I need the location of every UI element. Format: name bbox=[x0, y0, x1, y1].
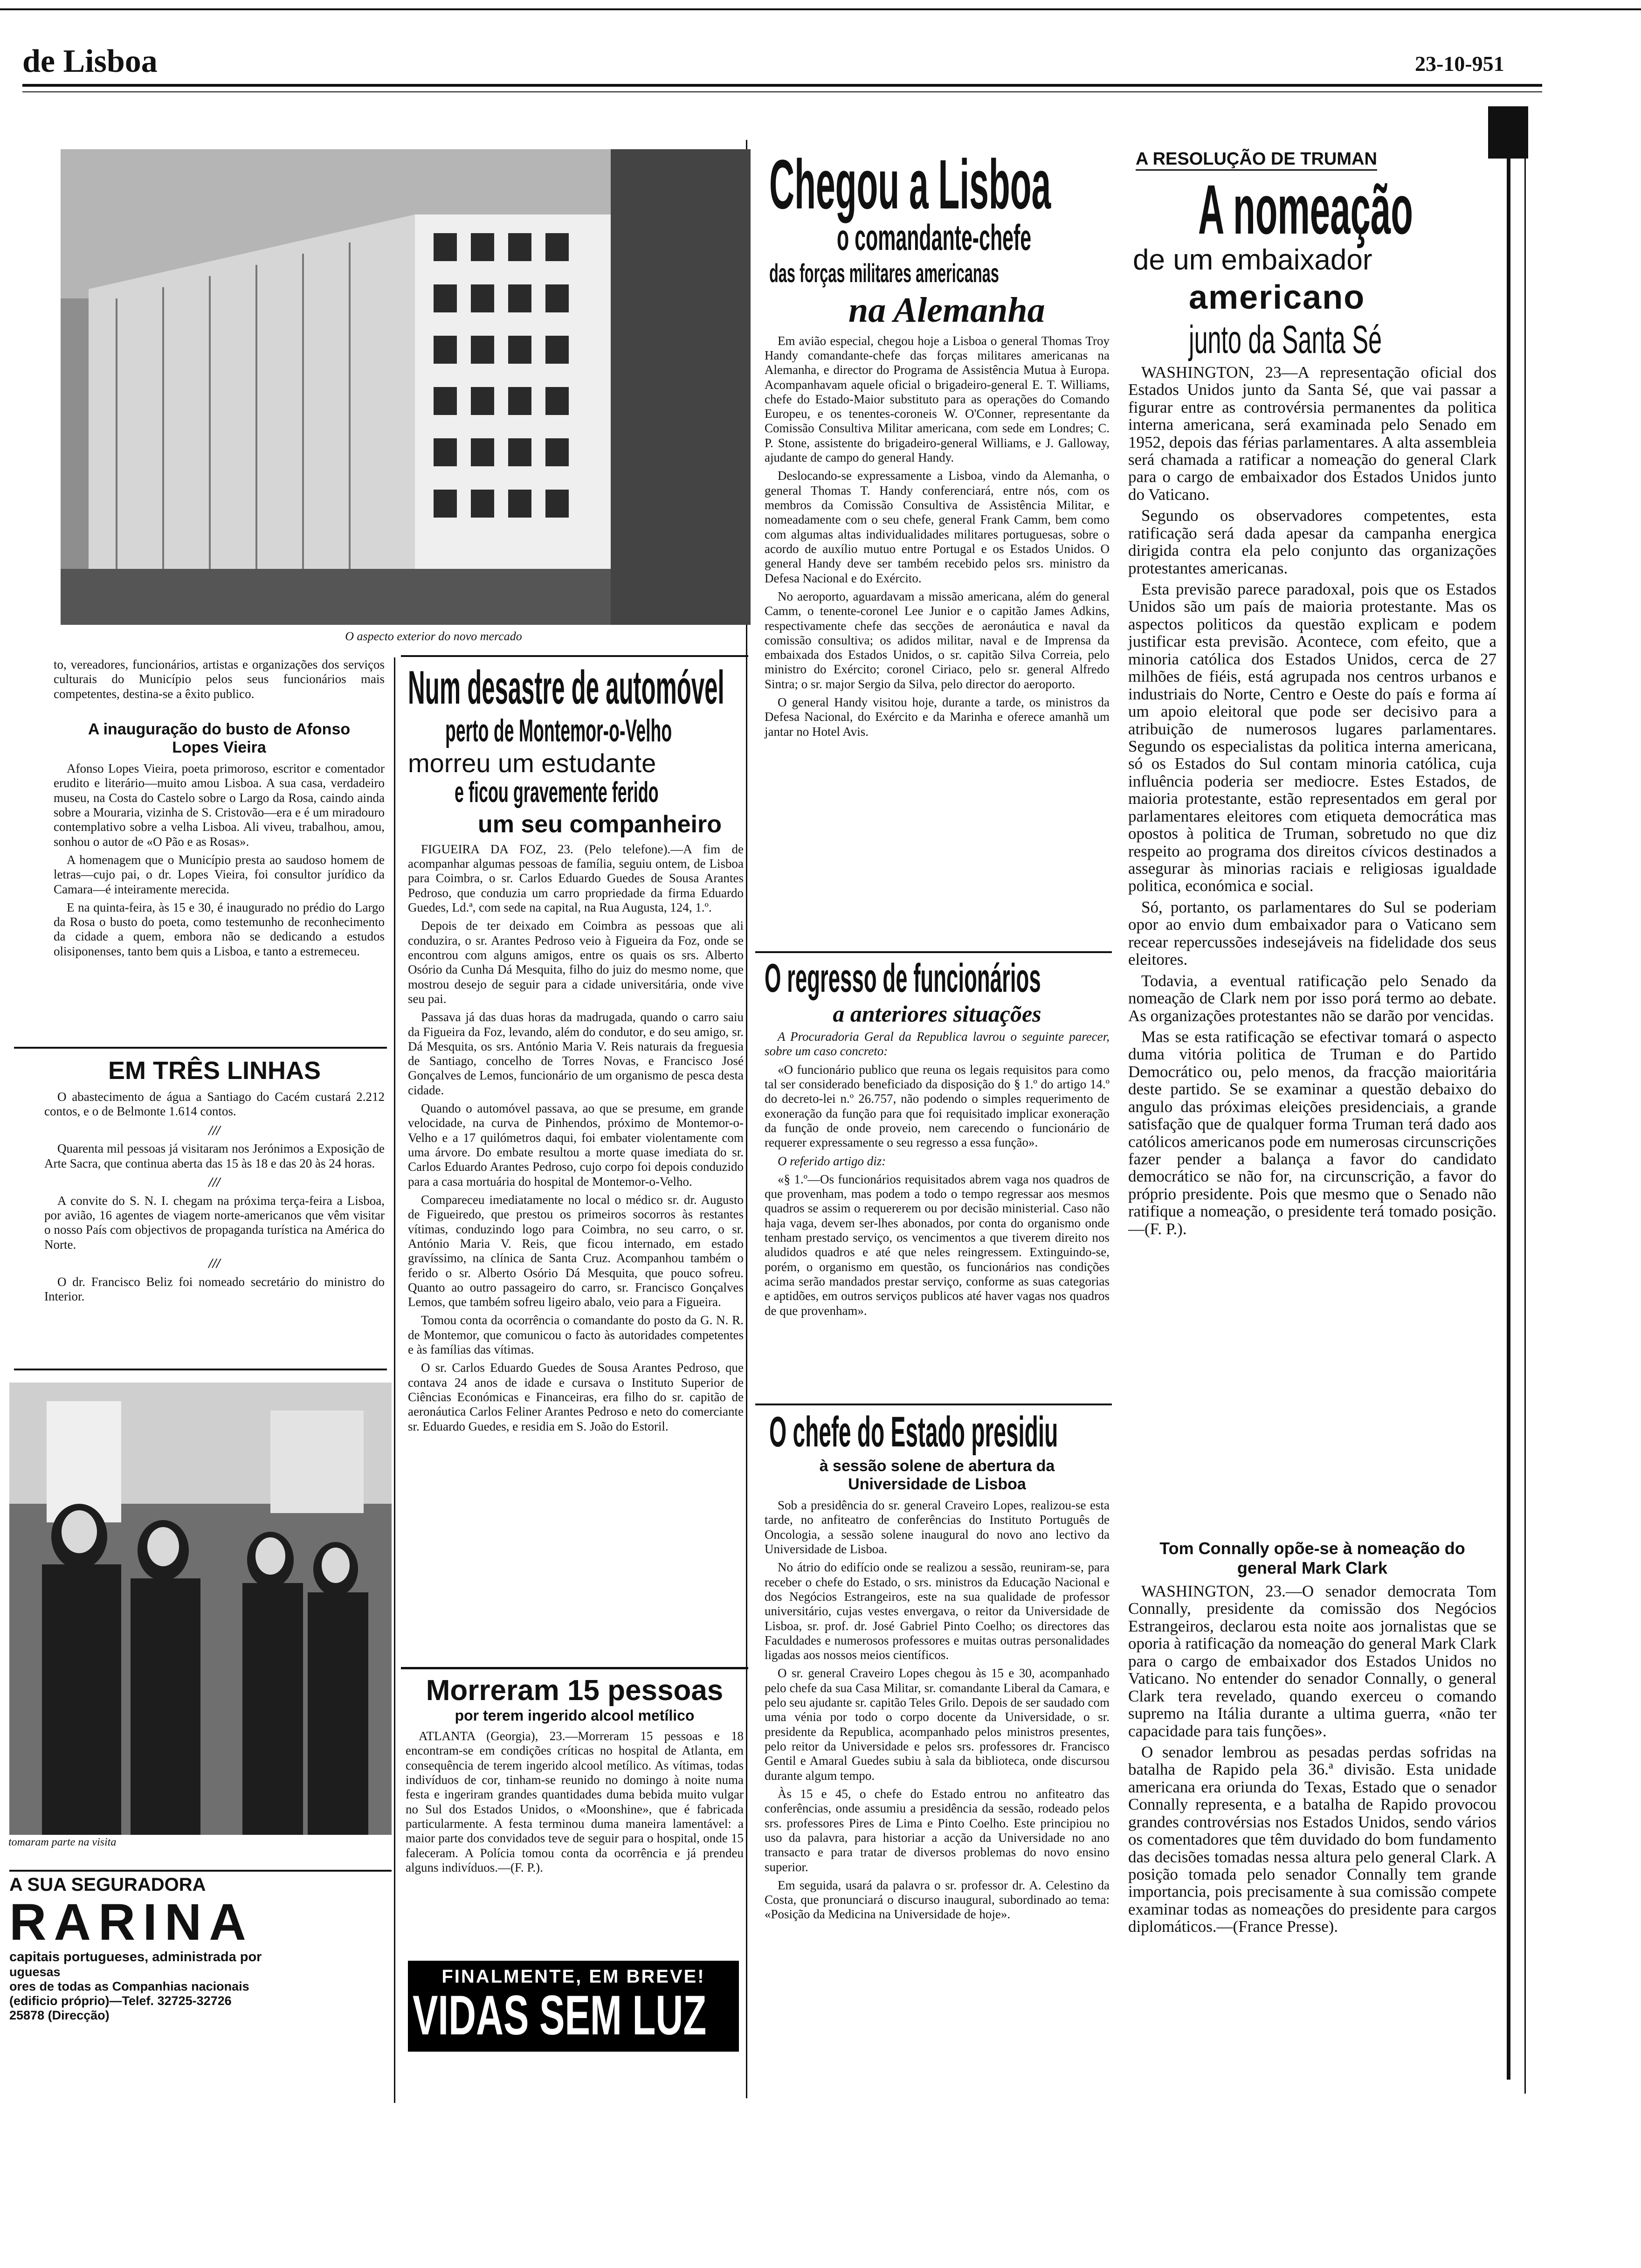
morreram-paragraph: ATLANTA (Georgia), 23.—Morreram 15 pessoas e 18 encontram-se em condições críticas no hospital de Atlanta, em consequência de terem ingerido alcool metílico. As vítimas, todas indivíduos de cor, tinham-se reunido no domingo à noite numa festa e ingeriram grandes quantidades duma bebida muito vulgar no Sul dos Estados Unidos, o «Moonshine», que é fabricada particularmente. A festa terminou duma maneira lamentável: a maior parte dos convidados teve de seguir para o hospital, onde 15 faleceram. A Polícia tomou conta da ocorrência e já prendeu alguns indivíduos.—(F. P.). bbox=[406, 1729, 744, 1874]
desastre-paragraph: FIGUEIRA DA FOZ, 23. (Pelo telefone).—A fim de acompanhar algumas pessoas de família, seguiu ontem, de Lisboa para Coimbra, o sr. Carlos Eduardo Guedes de Sousa Arantes Pedroso, que conduzia um carro propriedade da firma Eduardo Guedes, Ld.ª, com sede na capital, na Rua Augusta, 124, 1.º. bbox=[408, 842, 744, 915]
desastre-subheadline: e ficou gravemente ferido bbox=[455, 776, 659, 809]
truman-paragraph: Segundo os observadores competentes, esta ratificação será dada apesar da campanha energica dirigida contra ela pelo conjunto das organizações protestantes americanas. bbox=[1128, 506, 1496, 577]
separator-glyph: /// bbox=[208, 1256, 221, 1272]
market-building-photo bbox=[61, 149, 751, 625]
connally-paragraph: O senador lembrou as pesadas perdas sofridas na batalha de Rapido pela 36.ª divisão. Esta unidade americana era oriunda do Texas, Estado que o senador Connally representa, e a batalha de Rapido provocou grandes controvérsias nos Estados Unidos, sendo vários os comentadores que têm duvidado do bom fundamento das decisões tomadas nessa altura pelo general Clark. A posição tomada pelo senador Connally tem grande importancia, pois precisamente à sua comissão compete examinar todas as nomeações do presidente para cargos diplomáticos.—(France Presse). bbox=[1128, 1742, 1496, 1936]
chegou-subheadline: o comandante-chefe bbox=[837, 217, 1032, 258]
chefe-paragraph: Sob a presidência do sr. general Craveiro Lopes, realizou-se esta tarde, no anfiteatro de conferências do Instituto Português de Oncologia, a sessão solene inaugural do novo ano lectivo da Universidade de Lisboa. bbox=[765, 1498, 1110, 1556]
ad-seguradora-rule-top bbox=[9, 1870, 392, 1872]
desastre-subheadline: um seu companheiro bbox=[478, 811, 722, 838]
morreram-rule-top bbox=[401, 1667, 748, 1669]
busto-article bbox=[54, 720, 385, 962]
desastre-paragraph: O sr. Carlos Eduardo Guedes de Sousa Arantes Pedroso, que contava 24 anos de idade e cursava o Instituto Superior de Ciências Económicas e Financeiras, era filho do sr. capitão de aeronáutica Carlos Feliner Arantes Pedroso e neto do comerciante sr. Eduardo Guedes, e residia em S. João do Estoril. bbox=[408, 1361, 744, 1433]
market-building-illustration bbox=[61, 149, 751, 625]
chegou-paragraph: Deslocando-se expressamente a Lisboa, vindo da Alemanha, o general Thomas T. Handy conferenciará, entre nós, com os membros da Comissão Consultiva de Assistência Militar, e nomeadamente com o seu chefe, general Frank Camm, bem como com algumas altas individualidades militares portuguesas, sobre o acordo de auxílio mutuo entre Portugal e os Estados Unidos. O general Handy deve ser também recebido pelos srs. ministro da Defesa Nacional e do Exército. bbox=[765, 469, 1110, 585]
chegou-subheadline: na Alemanha bbox=[848, 290, 1045, 330]
ad-seguradora bbox=[9, 1874, 392, 2023]
ad-seguradora-brand: RARINA bbox=[9, 1894, 254, 1951]
morreram-article bbox=[406, 1674, 744, 1879]
desastre-headline: Num desastre de automóvel bbox=[408, 661, 724, 714]
ad-seguradora-tagline: A SUA SEGURADORA bbox=[9, 1874, 206, 1895]
truman-article bbox=[1128, 149, 1496, 1241]
tres-linhas-item: O abastecimento de água a Santiago do Cacém custará 2.212 contos, e o de Belmonte 1.614 contos. bbox=[44, 1090, 385, 1119]
regresso-paragraph: «O funcionário publico que reuna os legais requisitos para como tal ser considerado beneficiado da disposição do § 1.º do artigo 14.º do decreto-lei n.º 26.757, não podendo o simples requerimento de exoneração da função para que foi requisitado implicar exoneração da função de onde proveio, nem carecendo o funcionário de requerer expressamente o seu regresso a essa função». bbox=[765, 1062, 1110, 1150]
column-rule-mid bbox=[394, 657, 395, 2103]
ad-vidas-tagline: FINALMENTE, EM BREVE! bbox=[441, 1966, 705, 1987]
separator-glyph: /// bbox=[208, 1122, 221, 1138]
busto-paragraph: E na quinta-feira, às 15 e 30, é inaugurado no prédio do Largo da Rosa o busto do poeta, como testemunho de reconhecimento da cidade a quem, embora não se dedicando a estudos olisiponenses, tanto bem quis a Lisboa, e tanto a estremeceu. bbox=[54, 900, 385, 958]
desastre-body bbox=[408, 842, 744, 1434]
section-title: de Lisboa bbox=[22, 43, 158, 79]
chegou-paragraph: O general Handy visitou hoje, durante a tarde, os ministros da Defesa Nacional, do Exército e da Marinha e oferece amanhã um jantar no Hotel Avis. bbox=[765, 695, 1110, 739]
issue-date: 23-10-951 bbox=[1415, 52, 1504, 76]
regresso-paragraph: «§ 1.º—Os funcionários requisitados abrem vaga nos quadros de que provenham, mas podem a todo o tempo regressar aos mesmos quadros se assim o requererem ou por decisão ministerial. Caso não haja vaga, devem ser-lhes abonados, por conta do organismo onde tenham prestado serviço, os vencimentos a que tiverem direito nos aludidos quadros e até que neles reingressem. Extinguindo-se, porém, o organismo em questão, os funcionários nas condições acima serão mandados prestar serviço, conforme as suas categorias e aptidões, em outros serviços publicos até haver vagas nos quadros de que provenham». bbox=[765, 1172, 1110, 1318]
ad-seguradora-line: uguesas bbox=[9, 1964, 61, 1979]
regresso-headline: O regresso de funcionários bbox=[765, 956, 1041, 1001]
truman-subheadline: americano bbox=[1189, 279, 1365, 317]
chefe-subheadline: à sessão solene de abertura da Universidade de Lisboa bbox=[819, 1457, 1055, 1493]
desastre-article bbox=[408, 661, 744, 1438]
chegou-article bbox=[765, 145, 1110, 743]
busto-paragraph: A homenagem que o Município presta ao saudoso homem de letras—cujo pai, o dr. Lopes Vieira, foi consultor jurídico da Camara—é inteiramente merecida. bbox=[54, 852, 385, 896]
truman-headline: A nomeação bbox=[1198, 170, 1413, 249]
chefe-rule-top bbox=[755, 1404, 1112, 1405]
desastre-paragraph: Compareceu imediatamente no local o médico sr. dr. Augusto de Figueiredo, que prestou os primeiros socorros às restantes vítimas, conduzindo logo para Coimbra, no seu carro, o sr. António Maria V. Reis, que ficou internado, em estado gravíssimo, na clínica de Santa Cruz. Acompanhou também o ferido o sr. Alberto Osório Dá Mesquita, que pouco sofreu. Quanto ao outro passageiro do carro, sr. Francisco Gonçalves Lemos, que também sofreu ligeiro abalo, veio para a Figueira. bbox=[408, 1192, 744, 1309]
connally-headline: Tom Connally opõe-se à nomeação do general Mark Clark bbox=[1159, 1539, 1465, 1577]
ad-seguradora-line: ores de todas as Companhias nacionais bbox=[9, 1979, 249, 1993]
desastre-paragraph: Depois de ter deixado em Coimbra as pessoas que ali conduzira, o sr. Arantes Pedroso veio à Figueira da Foz, onde se encontrou com alguns amigos, entre os quais os srs. Alberto Osório da Cunha Dá Mesquita, filho do juiz do mesmo nome, que mostrou desejo de seguir para a cidade universitária, onde vive seu pai. bbox=[408, 919, 744, 1006]
top-rule bbox=[0, 8, 1641, 10]
visit-photo-caption: tomaram parte na visita bbox=[8, 1836, 117, 1848]
masthead-rule-thin bbox=[22, 91, 1542, 92]
ad-seguradora-line: (edificio próprio)—Telef. 32725-32726 bbox=[9, 1993, 232, 2008]
chegou-paragraph: Em avião especial, chegou hoje a Lisboa o general Thomas Troy Handy comandante-chefe das forças militares americanas na Alemanha, e director do Programa de Assistência Mutua à Europa. Acompanhavam aquele oficial o brigadeiro-general E. T. Williams, chefe do Estado-Maior substituto para as operações do Comando Europeu, e os tenentes-coroneis W. O'Conner, representante da Comissão Consultiva Militar americana, com sede em Londres; C. P. Stone, assistente do brigadeiro-general Williams, e J. Galloway, ajudante de campo do general Handy. bbox=[765, 333, 1110, 465]
regresso-body bbox=[765, 1030, 1110, 1318]
chefe-paragraph: No átrio do edifício onde se realizou a sessão, reuniram-se, para receber o chefe do Estado, o srs. ministros da Educação Nacional e dos Negócios Estrangeiros, este na sua qualidade de professor universitário, cujas vestes envergava, o reitor da Universidade de Lisboa, sr. prof. dr. José Gabriel Pinto Coelho; os directores das Faculdades e numerosos professores e muitas outras personalidades ligadas aos nossos meios científicos. bbox=[765, 1560, 1110, 1662]
column-rule-right bbox=[1507, 159, 1510, 2080]
desastre-paragraph: Quando o automóvel passava, ao que se presume, em grande velocidade, na curva de Pinhendos, próximo de Montemor-o-Velho e a 17 quilómetros daqui, foi embater violentamente com uma árvore. Do embate resultou a morte quase imediata do sr. Carlos Eduardo Arantes Pedroso, cujo corpo foi depois conduzido para a casa mortuária do hospital de Montemor-o-Velho. bbox=[408, 1101, 744, 1189]
truman-paragraph: Mas se esta ratificação se efectivar tomará o aspecto duma vitória politica de Truman e do Partido Democrático ou, pelo menos, da fracção maioritária deste partido. Se se examinar a questão debaixo do angulo das próximas eleições presidenciais, a grande satisfação que de qualquer forma Truman terá dado aos católicos americanos pode em numerosas circunscrições fazer pender a balança a favor do candidato democrático se não for, na circunscrição, a favor do próprio presidente. Pois que mesmo que o Senado não ratifique a nomeação, o presidente terá tomado posição.—(F. P.). bbox=[1128, 1027, 1496, 1238]
truman-subheadline: de um embaixador bbox=[1133, 244, 1372, 276]
tres-linhas-item: A convite do S. N. I. chegam na próxima terça-feira a Lisboa, por avião, 16 agentes de viagem norte-americanos que vêm visitar o nosso País com objectivos de propaganda turística na América do Norte. bbox=[44, 1193, 385, 1252]
tres-linhas-headline: EM TRÊS LINHAS bbox=[108, 1057, 321, 1085]
chefe-headline: O chefe do Estado presidiu bbox=[769, 1408, 1058, 1456]
chegou-paragraph: No aeroporto, aguardavam a missão americana, além do general Camm, o tenente-coronel Lee Junior e o capitão James Adkins, respectivamente chefe das secções de aeronáutica e naval da comissão consultiva; os adidos militar, naval e de Imprensa da embaixada dos Estados Unidos, o sr. capitão Silva Correia, pelo ministro do Exército; coronel Ciriaco, pelo sr. general Alfredo Sintra; o sr. major Sergio da Silva, pelo director do aeroporto. bbox=[765, 589, 1110, 691]
morreram-headline: Morreram 15 pessoas bbox=[426, 1674, 724, 1707]
ad-vidas-sem-luz bbox=[408, 1961, 739, 2052]
ad-seguradora-line: capitais portugueses, administrada por bbox=[9, 1949, 262, 1964]
chegou-body bbox=[765, 334, 1110, 739]
tres-linhas-article bbox=[44, 1056, 385, 1308]
separator-glyph: /// bbox=[208, 1175, 221, 1190]
truman-paragraph: Todavia, a eventual ratificação pelo Senado da nomeação de Clark nem por isso porá termo ao debate. As organizações protestantes não se darão por vencidas. bbox=[1128, 971, 1496, 1025]
chefe-paragraph: Em seguida, usará da palavra o sr. professor dr. A. Celestino da Costa, que pronunciará o discurso inaugural, subordinado ao tema: «Posição da Medicina na Universidade de hoje». bbox=[765, 1878, 1110, 1922]
chegou-headline: Chegou a Lisboa bbox=[769, 145, 1051, 223]
chefe-article bbox=[765, 1408, 1110, 1926]
truman-paragraph: Esta previsão parece paradoxal, pois que os Estados Unidos são um país de maioria protestante. Mas os aspectos politicos da questão explicam e podem justificar esta previsão. Acontece, com efeito, que a minoria católica dos Estados Unidos, cerca de 27 milhões de fiéis, está agrupada nos centros urbanos e industriais do Norte, Centro e Oeste do país e forma aí um apoio eleitoral que pode ser decisivo para a atribuição de numerosos lugares parlamentares. Segundo os especialistas da politica interna americana, só os Estados do Sul contam minoria católica, cuja influência poderia ser mediocre. Estes Estados, de maioria protestante, estão representados em geral por parlamentares eleitores com etiqueta democrática mas opostos à politica de Truman, sobretudo no que diz respeito ao programa dos direitos cívicos destinados a assegurar às minorias raciais e religiosas igualdade politica, económica e social. bbox=[1128, 580, 1496, 895]
regresso-paragraph: O referido artigo diz: bbox=[778, 1154, 886, 1168]
left-intro-text: to, vereadores, funcionários, artistas e organizações dos serviços culturais do Município pelos seus funcionários mais competentes, destina-se a êxito publico. bbox=[54, 657, 385, 701]
tres-linhas-rule-top bbox=[14, 1047, 387, 1049]
busto-body bbox=[54, 761, 385, 959]
tres-linhas-item: O dr. Francisco Beliz foi nomeado secretário do ministro do Interior. bbox=[44, 1274, 385, 1304]
truman-paragraph: Só, portanto, os parlamentares do Sul se poderiam opor ao envio dum embaixador para o Vaticano sem recear repercussões indesejáveis na fidelidade dos seus eleitores. bbox=[1128, 898, 1496, 969]
visit-group-illustration bbox=[9, 1383, 392, 1835]
regresso-subheadline: a anteriores situações bbox=[833, 1001, 1041, 1027]
chefe-paragraph: Às 15 e 45, o chefe do Estado entrou no anfiteatro das conferências, onde assumiu a presidência da sessão, rodeado pelos srs. professores Pires de Lima e Pinto Coelho. Este principiou no uso da palavra, para historiar a acção da Universidade no ano transacto e para tratar de diversos problemas do novo ensino superior. bbox=[765, 1786, 1110, 1874]
ad-vidas-title: VIDAS SEM LUZ bbox=[413, 1984, 707, 2047]
desastre-paragraph: Tomou conta da ocorrência o comandante do posto da G. N. R. de Montemor, que comunicou o facto às autoridades competentes e às famílias das vítimas. bbox=[408, 1313, 744, 1357]
chegou-subheadline: das forças militares americanas bbox=[769, 258, 999, 288]
desastre-rule-top bbox=[401, 655, 748, 657]
connally-paragraph: WASHINGTON, 23.—O senador democrata Tom Connally, presidente da comissão dos Negócios Estrangeiros, declarou esta noite aos jornalistas que se oporia à ratificação da nomeação do general Mark Clark para o cargo de embaixador dos Estados Unidos no Vaticano. No entender do senador Connally, o general Clark tera revelado, quando exerceu o comando supremo na Itália durante a ultima guerra, «não ter capacidade para tais funções». bbox=[1128, 1582, 1496, 1740]
truman-body bbox=[1128, 364, 1496, 1238]
ad-seguradora-line: 25878 (Direcção) bbox=[9, 2008, 110, 2022]
truman-paragraph: WASHINGTON, 23—A representação oficial dos Estados Unidos junto da Santa Sé, que vai passar a figurar entre as controvérsia permanentes da politica interna americana, será examinada pelo Senado em 1952, depois das férias parlamentares. A alta assembleia será chamada a ratificar a nomeação do general Clark para o cargo de embaixador dos Estados Unidos junto do Vaticano. bbox=[1128, 363, 1496, 504]
tres-linhas-item: Quarenta mil pessoas já visitaram nos Jerónimos a Exposição de Arte Sacra, que continua aberta das 15 às 18 e das 20 às 24 horas. bbox=[44, 1141, 385, 1170]
market-photo-caption: O aspecto exterior do novo mercado bbox=[345, 629, 522, 643]
visit-group-photo bbox=[9, 1383, 392, 1835]
regresso-paragraph: A Procuradoria Geral da Republica lavrou o seguinte parecer, sobre um caso concreto: bbox=[765, 1030, 1110, 1058]
desastre-subheadline: perto de Montemor-o-Velho bbox=[445, 713, 672, 748]
chefe-body bbox=[765, 1498, 1110, 1922]
regresso-article bbox=[765, 958, 1110, 1322]
morreram-subheadline: por terem ingerido alcool metílico bbox=[455, 1707, 695, 1724]
truman-kicker: A RESOLUÇÃO DE TRUMAN bbox=[1136, 149, 1377, 171]
tres-linhas-rule-bottom bbox=[14, 1369, 387, 1370]
busto-headline: A inauguração do busto de Afonso Lopes Vieira bbox=[88, 720, 351, 756]
chefe-paragraph: O sr. general Craveiro Lopes chegou às 15 e 30, acompanhado pelo chefe da sua Casa Militar, sr. comandante Liberal da Camara, e pelo seu ajudante sr. capitão Teles Grilo. Depois de ser saudado com uma vénia por todo o corpo docente da Universidade, o sr. presidente da Republica, acompanhado pelos ministros presentes, pelo reitor da Universidade e pelos srs. professores dr. Francisco Gentil e Amaral Guedes subiu à sala da biblioteca, onde discursou durante algum tempo. bbox=[765, 1666, 1110, 1783]
desastre-subheadline: morreu um estudante bbox=[408, 748, 656, 778]
right-edge-rule bbox=[1524, 159, 1526, 2094]
connally-body bbox=[1128, 1583, 1496, 1936]
connally-article bbox=[1128, 1539, 1496, 1939]
busto-paragraph: Afonso Lopes Vieira, poeta primoroso, escritor e comentador erudito e literário—muito amou Lisboa. A sua casa, verdadeiro museu, na Costa do Castelo sobre o Largo da Rosa, caindo ainda sobre a Mouraria, vizinha de S. Cristovão—era e é um miradouro contemplativo sobre a velha Lisboa. Ali viveu, trabalhou, amou, sonhou o autor de «O Pão e as Rosas». bbox=[54, 761, 385, 849]
tres-linhas-body bbox=[44, 1090, 385, 1304]
morreram-body bbox=[406, 1729, 744, 1875]
masthead-rule bbox=[22, 84, 1542, 87]
truman-subheadline: junto da Santa Sé bbox=[1189, 317, 1382, 361]
regresso-rule-top bbox=[755, 951, 1112, 953]
desastre-paragraph: Passava já das duas horas da madrugada, quando o carro saiu da Figueira da Foz, levando, além do condutor, e do seu amigo, sr. Dá Mesquita, os srs. António Maria V. Reis naturais da freguesia de Santiago, concelho de Torres Novas, e Francisco José Gonçalves de Lemos, funcionário de um organismo de pesca desta cidade. bbox=[408, 1010, 744, 1097]
